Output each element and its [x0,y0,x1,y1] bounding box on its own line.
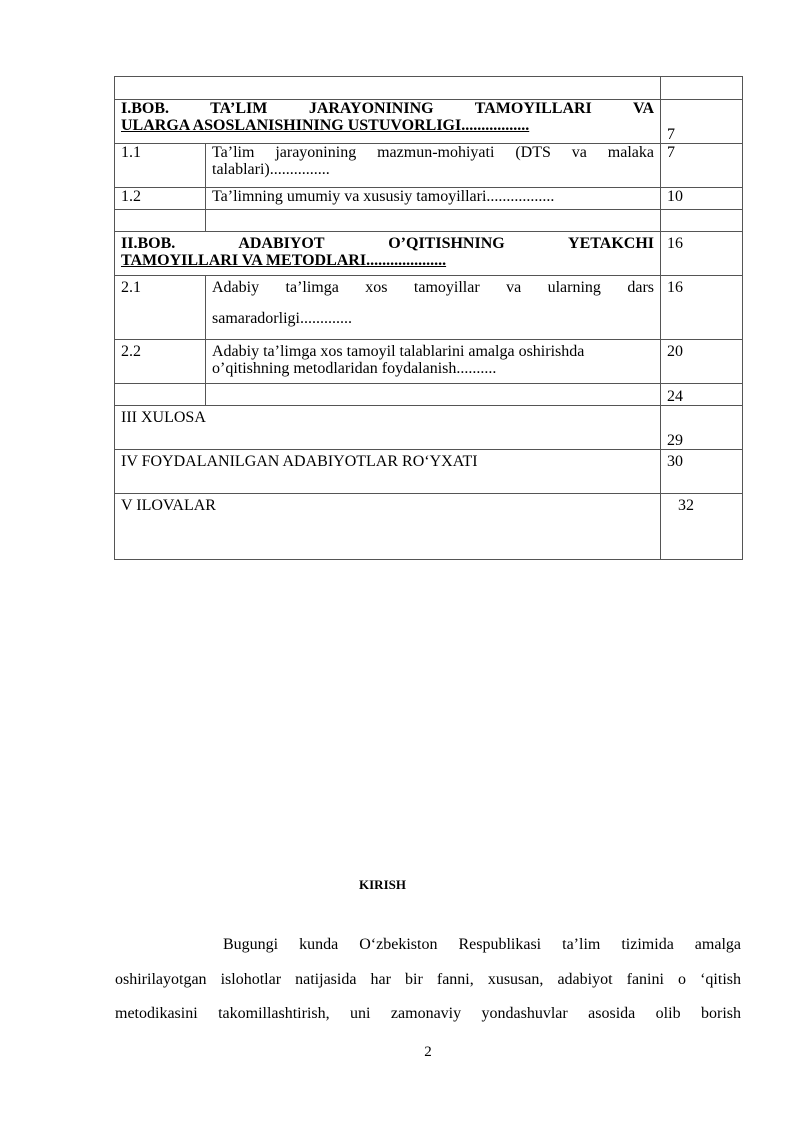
toc-blank-row [115,384,743,406]
toc-chapter-2-row [115,232,743,276]
toc-appendix-page: 32 [661,494,743,560]
toc-references-title: IV FOYDALANILGAN ADABIYOTLAR RO‘YXATI [115,450,661,494]
intro-paragraph [115,928,741,1032]
toc-section-row [115,276,743,340]
toc-section-title: Ta’limning umumiy va xususiy tamoyillari................. [206,188,661,210]
toc-section-row [115,188,743,210]
paragraph-line: Bugungi kunda O‘zbekiston Respublikasi ta’lim tizimida amalga [223,936,741,953]
toc-section-page: 20 [661,340,743,384]
toc-conclusion-title: III XULOSA [115,406,661,450]
toc-chapter-1-page: 7 [661,100,743,144]
toc-conclusion-row [115,406,743,450]
toc-section-page: 10 [661,188,743,210]
section-heading: KIRISH [359,877,406,892]
toc-blank-row [115,210,743,232]
toc-references-page: 30 [661,450,743,494]
toc-section-number: 2.1 [115,276,206,340]
toc-section-page: 7 [661,144,743,188]
toc-section-title: Ta’lim jarayonining mazmun-mohiyati (DTS va malaka talablari)............... [206,144,661,188]
toc-section-row [115,340,743,384]
paragraph-line: metodikasini takomillashtirish, uni zamonaviy yondashuvlar asosida olib borish [115,1005,741,1022]
toc-section-title: Adabiy ta’limga xos tamoyil talablarini amalga oshirishda o’qitishning metodlaridan foydalanish.......... [206,340,661,384]
toc-blank-row [115,77,743,100]
toc-section-page: 24 [661,384,743,406]
paragraph-line: oshirilayotgan islohotlar natijasida har bir fanni, xususan, adabiyot fanini o ‘qitish [115,970,741,988]
toc-section-page: 16 [661,276,743,340]
toc-chapter-2-title: II.BOB. ADABIYOT O’QITISHNING YETAKCHI TAMOYILLARI VA METODLARI.................... [115,232,661,276]
page-number: 2 [424,1044,432,1060]
toc-section-row [115,144,743,188]
toc-section-number: 2.2 [115,340,206,384]
toc-chapter-2-page: 16 [661,232,743,276]
toc-chapter-1-row [115,100,743,144]
toc-section-number: 1.1 [115,144,206,188]
toc-appendix-title: V ILOVALAR [115,494,661,560]
toc-section-number: 1.2 [115,188,206,210]
toc-conclusion-page: 29 [661,406,743,450]
table-of-contents [114,76,743,560]
toc-references-row [115,450,743,494]
toc-chapter-1-title: I.BOB. TA’LIM JARAYONINING TAMOYILLARI VA ULARGA ASOSLANISHINING USTUVORLIGI................. [115,100,661,144]
toc-appendix-row [115,494,743,560]
toc-section-title: Adabiy ta’limga xos tamoyillar va ularning dars samaradorligi............. [206,276,661,340]
